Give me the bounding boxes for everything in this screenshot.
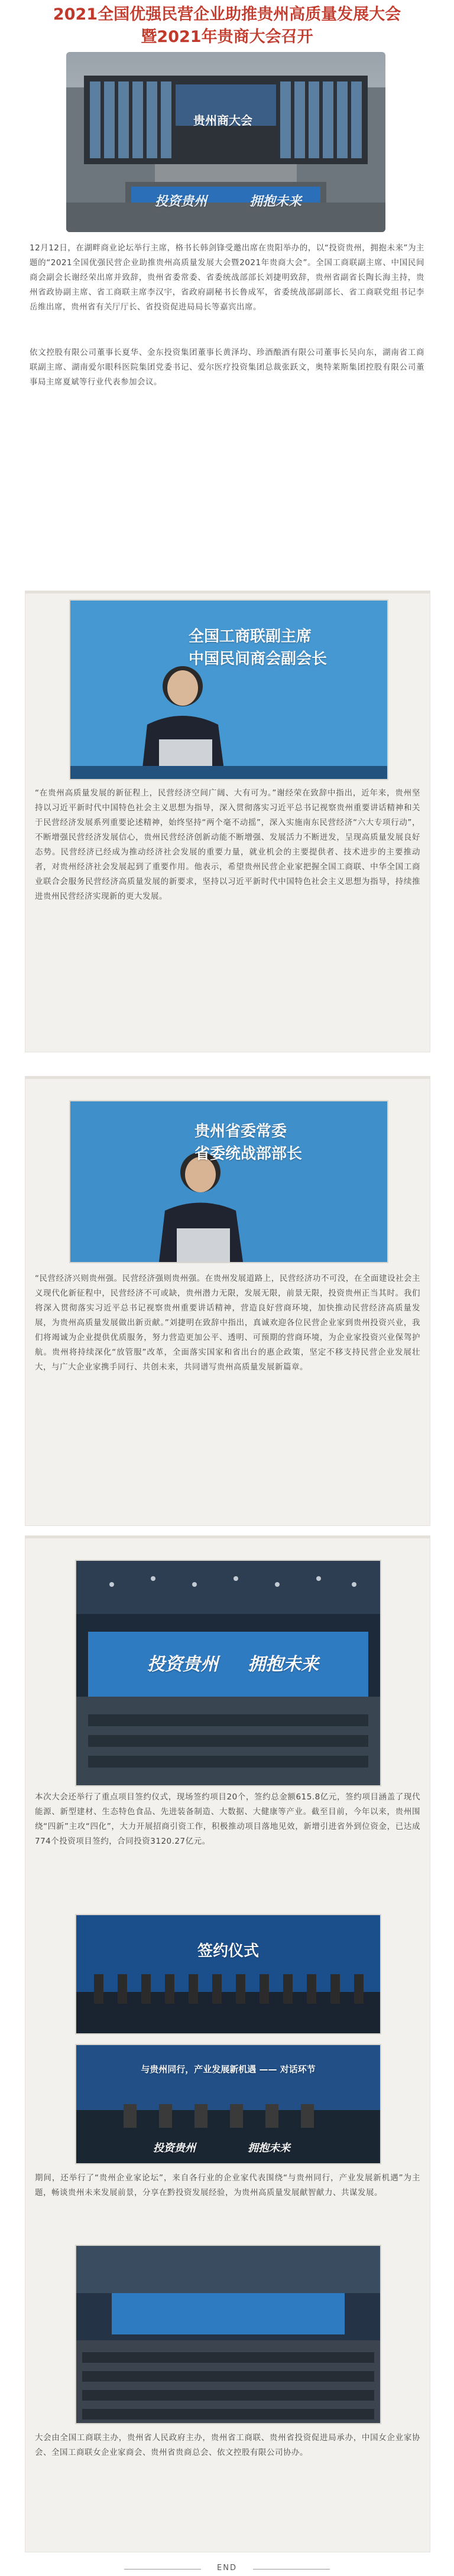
photo-venue-building (66, 52, 385, 232)
backdrop-line-1: 贵州省委常委 (194, 1123, 287, 1140)
photo-speaker-1 (70, 601, 387, 779)
title-line-1: 2021全国优强民营企业助推贵州高质量发展大会 (53, 5, 401, 24)
end-marker: END (217, 2564, 237, 2572)
paragraph-2: 依文控股有限公司董事长夏华、金东投资集团董事长黄泽均、珍酒酿酒有限公司董事长吴向东，湖南省工商联副主席、湖南爱尔眼科医院集团党委书记、爱尔医疗投资集团总裁张跃文，奥特莱斯集团控股有限公司董事局主席夏斌等行业代表参加会议。 (30, 348, 424, 387)
paragraph-5: 本次大会还举行了重点项目签约仪式，现场签约项目20个，签约总金额615.8亿元，签约项目涵盖了现代能源、新型建材、生态特色食品、先进装备制造、大数据、大健康等产业。截至目前，今年以来，贵州围绕“四新”主攻“四化”，大力开展招商引资工作，积极推动项目落地见效，新增引进省外到位资金，已达成774个投资项目签约，合同投资3120.27亿元。 (35, 1792, 420, 1846)
signing-ceremony-image (76, 1915, 380, 2033)
forum-banner-left: 投资贵州 (153, 2142, 196, 2154)
paragraph-7: 大会由全国工商联主办，贵州省人民政府主办，贵州省工商联、贵州省投资促进局承办，中国女企业家协会、全国工商联女企业家商会、贵州省贵商总会、依文控股有限公司协办。 (35, 2433, 420, 2457)
banner-left-text: 投资贵州 (155, 194, 207, 209)
photo-conference-hall (76, 1561, 380, 1785)
photo-frame-speaker-1 (69, 599, 388, 780)
section-top-border (25, 591, 430, 594)
forum-screen-title: 与贵州同行，产业发展新机遇 —— 对话环节 (141, 2064, 316, 2075)
paragraph-6: 期间，还举行了“贵州企业家论坛”，来自各行业的企业家代表围绕“与贵州同行，产业发展新机遇”为主题，畅谈贵州未来发展前景，分享在黔投资发展经验，为贵州高质量发展献智献力、共谋发展。 (35, 2173, 420, 2197)
section-speech-2 (25, 1076, 430, 1526)
backdrop-line-1: 全国工商联副主席 (189, 628, 312, 645)
paragraph-1: 12月12日，在湖畔商业论坛举行主席，格书长韩剑锋受邀出席在贵阳举办的，以“投资贵州，拥抱未来”为主题的“2021全国优强民营企业助推贵州高质量发展大会暨2021年贵商大会”。全国工商联副主席、中国民间商会副会长谢经荣出席并致辞，贵州省委常委、省委统战部部长刘捷明致辞，贵州省副省长陶长海主持，贵州省政协副主席、省工商联主席李汉宇，省政府副秘书长鲁成军，省委统战部副部长、省工商联党组书记李岳维出席，贵州省有关厅厅长、省投资促进局局长等嘉宾出席。 (30, 243, 424, 312)
screen-title: 签约仪式 (197, 1942, 259, 1960)
section-events (25, 1535, 430, 2552)
banner-right-text: 拥抱未来 (249, 194, 302, 209)
photo-frame-hall (75, 1560, 381, 1786)
photo-audience (76, 2246, 380, 2423)
title-line-2: 暨2021年贵商大会召开 (141, 28, 313, 46)
photo-forum (76, 2045, 380, 2163)
photo-frame-signing (75, 1914, 381, 2034)
photo-speaker-2 (70, 1101, 387, 1262)
screen-left-text: 投资贵州 (147, 1654, 218, 1675)
section-top-border (25, 1077, 430, 1079)
section-speech-1 (25, 591, 430, 1052)
backdrop-line-2: 省委统战部部长 (194, 1145, 303, 1163)
conference-hall-image (76, 1561, 380, 1785)
backdrop-line-2: 中国民间商会副会长 (189, 650, 327, 668)
building-sign: 贵州商大会 (193, 113, 252, 128)
screen-right-text: 拥抱未来 (248, 1654, 319, 1675)
photo-frame-speaker-2 (69, 1100, 388, 1263)
section-top-border (25, 1536, 430, 1538)
photo-frame-audience (75, 2245, 381, 2424)
photo-frame-forum (75, 2044, 381, 2164)
paragraph-4: “民营经济兴则贵州强。民营经济强则贵州强。在贵州发展道路上，民营经济功不可没，在全面建设社会主义现代化新征程中，民营经济不可或缺，贵州潜力无限，发展无限，前景无限，投资贵州正当其时。我们将深入贯彻落实习近平总书记视察贵州重要讲话精神，营造良好营商环境，加快推动民营经济高质量发展，为贵州高质量发展做出新贡献。”刘捷明在致辞中指出，真诚欢迎各位民营企业家到贵州投资兴业，我们将竭诚为企业提供优质服务，努力营造更加公平、透明、可预期的营商环境，为企业家投资兴业保驾护航。贵州将持续深化“放管服”改革，全面落实国家和省出台的惠企政策，坚定不移支持民营企业发展壮大，与广大企业家携手同行、共创未来，共同谱写贵州高质量发展新篇章。 (35, 1274, 420, 1372)
end-line-right (253, 2569, 330, 2570)
paragraph-3: “在贵州高质量发展的新征程上，民营经济空间广阔、大有可为。”谢经荣在致辞中指出，近年来，贵州坚持以习近平新时代中国特色社会主义思想为指导，深入贯彻落实习近平总书记视察贵州重要讲话精神和关于民营经济发展系列重要论述精神，始终坚持“两个毫不动摇”，深入实施南东民营经济“六大专项行动”，不断增强民营经济发展信心，贵州民营经济创新动能不断增强、发展活力不断迸发，呈现高质量发展良好态势。民营经济已经成为推动经济社会发展的重要力量，就业机会的主要提供者、技术进步的主要推动者，对贵州经济社会发展起到了重要作用。他表示，希望贵州民营企业家把握全国工商联、中华全国工商业联合会服务民营经济高质量发展的新要求，坚持以习近平新时代中国特色社会主义思想为指导，持续推进贵州民营经济实现新的更大发展。 (35, 788, 420, 901)
audience-image (76, 2246, 380, 2423)
forum-banner-right: 拥抱未来 (248, 2142, 290, 2154)
venue-building-image (66, 52, 385, 232)
article-title (0, 4, 454, 48)
photo-signing-ceremony (76, 1915, 380, 2033)
